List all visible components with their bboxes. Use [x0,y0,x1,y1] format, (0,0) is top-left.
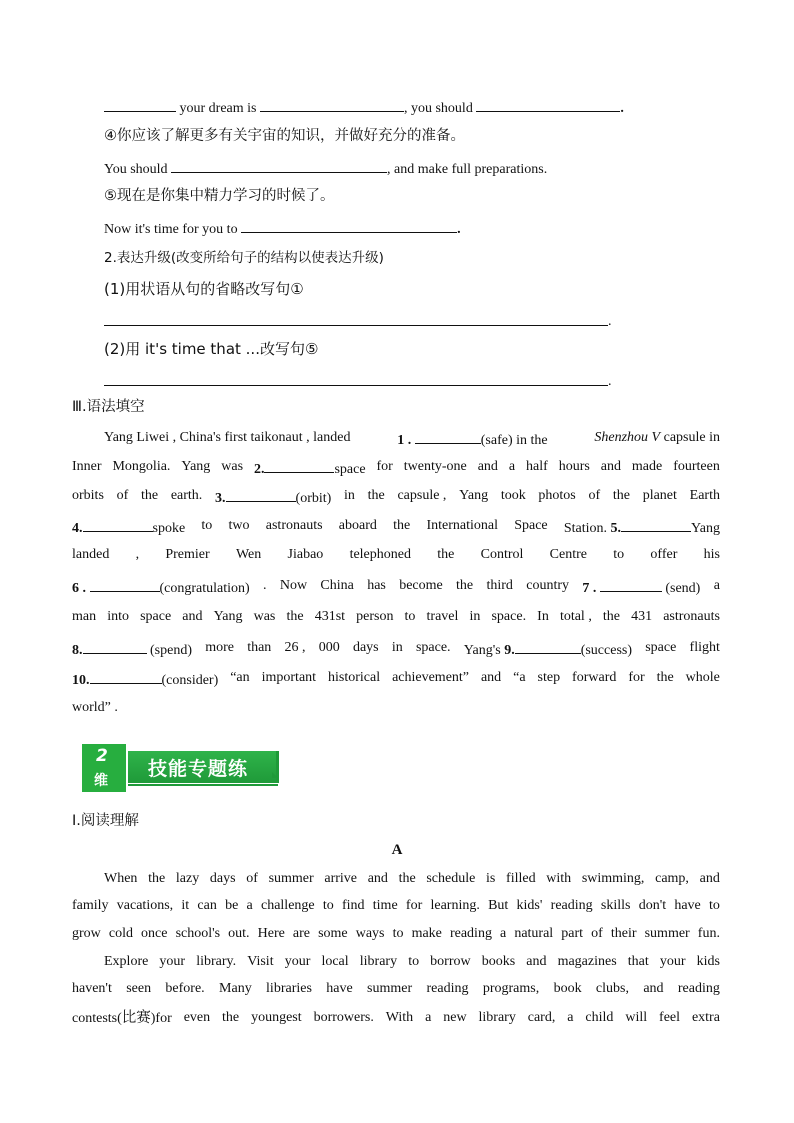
word: swimming, [581,871,645,886]
word: Yang [213,609,243,624]
word: Now [279,578,308,593]
word: 26 , [284,640,306,655]
blank-number: 1 . [397,433,412,448]
word: Yang [181,459,211,474]
word: China [320,578,354,593]
word: planet [642,488,677,503]
upgrade-item-1: (1)用状语从句的省略改写句① [104,280,304,298]
word: “a [513,670,526,685]
passage-line-4 [72,953,720,971]
word: new [443,1010,467,1025]
word: are [292,926,311,941]
word: Explore [104,954,149,969]
word: forward [572,670,617,685]
word: 000 [318,640,340,655]
answer-line[interactable] [104,325,608,326]
answer-line[interactable] [104,385,608,386]
word: books [481,954,516,969]
banner-title: 技能专题练 [147,758,248,780]
dimension-badge [82,744,126,792]
word: to [613,547,625,562]
word: family [72,898,109,913]
word: grow [72,926,101,941]
word: offer [650,547,678,562]
word: Earth [689,488,720,503]
word: summer [268,871,314,886]
blank-number: 9. [504,643,515,658]
word: reading [449,926,492,941]
grammar-line-3 [72,487,720,508]
word: camp, [655,871,689,886]
answer-blank[interactable] [90,669,162,684]
word: arrive [324,871,358,886]
word: natural [514,926,554,941]
word: third [486,578,513,593]
word: to [404,609,416,624]
word: youngest [251,1010,302,1025]
word: even [183,1010,211,1025]
word: in [469,609,481,624]
word: to [201,518,213,533]
word: made [631,459,663,474]
word: Jiabao [287,547,324,562]
word: was [253,609,276,624]
word: Inner [72,459,102,474]
word: your [659,954,686,969]
passage-line-5 [72,980,720,998]
word: days [209,871,236,886]
word: kids [696,954,720,969]
word: schedule [426,871,476,886]
passage-line-3 [72,925,720,943]
ship-name: Shenzhou V [594,430,661,445]
answer-blank[interactable] [515,639,581,654]
word: space [645,640,677,655]
word: with [546,871,572,886]
word: Yang Liwei , China's first taikonaut , landed [104,430,351,445]
word: has [367,578,386,593]
blank-number: 2. [253,462,265,477]
word: spoke [152,521,186,536]
answer-blank[interactable] [226,487,296,502]
word: Yang [691,521,720,536]
reading-section-title: Ⅰ.阅读理解 [72,813,139,829]
word: total , [559,609,592,624]
word: ways [355,926,385,941]
word: the [286,609,304,624]
word: space. [491,609,527,624]
word: book [553,981,582,996]
word: and [182,609,203,624]
grammar-line-4 [72,517,720,538]
word: clubs, [595,981,629,996]
word: than [247,640,272,655]
word: space [334,462,366,477]
sentence-text: , and make full preparations. [387,162,548,177]
word: fourteen [673,459,720,474]
word: When [104,871,138,886]
answer-blank[interactable] [104,97,176,112]
word: Space [514,518,548,533]
word: your [284,954,311,969]
word: and [526,954,547,969]
word: space [140,609,172,624]
chinese-sentence-5: ⑤现在是你集中精力学习的时候了。 [104,188,335,204]
word: days [352,640,379,655]
sentence-text: your dream is [179,101,257,116]
word: in [391,640,403,655]
word: will [625,1010,648,1025]
word: some [318,926,348,941]
sentence-line-5 [104,218,461,239]
sentence-line-1 [104,97,624,118]
word: that [627,954,649,969]
word: programs, [482,981,540,996]
word: two [228,518,250,533]
word: reading [677,981,720,996]
word: become [399,578,443,593]
grammar-line-6 [72,577,720,598]
word: borrow [430,954,471,969]
word: Premier [165,547,210,562]
word: Wen [235,547,262,562]
grammar-line-10: world” . [72,700,118,715]
answer-blank[interactable] [476,97,620,112]
answer-blank[interactable] [621,517,691,532]
answer-blank[interactable] [264,458,334,473]
word: the [393,518,411,533]
word: flight [689,640,720,655]
word: photos [538,488,576,503]
blank-number: 5. [610,521,622,536]
word: is [486,871,496,886]
word: 431 [631,609,653,624]
blank-number: 3. [215,491,226,506]
word: a [713,578,720,593]
word: to [408,954,420,969]
word: astronauts [265,518,323,533]
word: the [602,609,621,624]
word: have [326,981,353,996]
word: person [356,609,394,624]
word: learning. [430,898,480,913]
word: landed [72,547,110,562]
word: in [344,488,355,503]
word: International [426,518,498,533]
word: Yang [459,488,489,503]
word: more [205,640,234,655]
answer-blank[interactable] [600,577,662,592]
sentence-line-4 [104,158,547,179]
word: (send) [665,581,701,596]
answer-blank[interactable] [83,517,153,532]
word: library [478,1010,516,1025]
sentence-period: . [457,222,461,237]
word: the [398,871,416,886]
word: 431st [314,609,346,624]
word: a [508,459,516,474]
word: a [567,1010,574,1025]
word: the [456,578,474,593]
word: don't [638,898,667,913]
word: lazy [175,871,200,886]
grammar-line-1 [72,429,720,450]
word: and [477,459,498,474]
word: orbits [72,488,104,503]
word: the [148,871,166,886]
word: step [537,670,561,685]
word: the [612,488,630,503]
word: earth. [170,488,203,503]
word: achievement” [392,670,470,685]
word: skills [600,898,631,913]
word: vacations, [116,898,174,913]
word: and [600,459,621,474]
word: and [699,871,720,886]
word: important [261,670,317,685]
word: a [500,926,507,941]
word: to [709,898,720,913]
word: find [341,898,365,913]
word: borrowers. [313,1010,374,1025]
word: have [674,898,701,913]
word: took [500,488,526,503]
word: travel [426,609,459,624]
answer-line-period: . [608,314,612,329]
word: 比赛 [121,1010,151,1026]
word: country [526,578,570,593]
word: space. [415,640,451,655]
word: before. [165,981,205,996]
word: Yang's [463,643,501,658]
word: can [197,898,217,913]
word: library. [196,954,237,969]
word: the [367,488,385,503]
banner-underline [128,784,278,786]
word: Control [480,547,524,562]
word: of [588,488,601,503]
word: man [72,609,97,624]
word: to [392,926,404,941]
word: , [135,547,140,562]
word: a [246,898,253,913]
word: Station. [563,521,608,536]
badge-label: 维 [94,773,108,789]
word: capsule in [663,430,720,445]
upgrade-item-2: (2)用 it's time that ...改写句⑤ [104,340,319,358]
passage-label: A [391,842,403,858]
word: the [222,1010,240,1025]
word: fun. [697,926,720,941]
word: (consider) [161,673,219,688]
word: to [322,898,334,913]
word: summer [644,926,690,941]
word: the [437,547,455,562]
word: libraries [266,981,312,996]
word: and [480,670,502,685]
answer-blank[interactable] [241,218,457,233]
word: “an [230,670,250,685]
banner-corner-decoration [272,772,278,778]
word: of [116,488,129,503]
word: the [141,488,159,503]
sentence-text: , you should [403,101,473,116]
word: of [591,926,603,941]
word: historical [328,670,381,685]
word: cold [108,926,133,941]
answer-blank[interactable] [90,577,160,592]
word: into [107,609,129,624]
word: . [263,578,267,593]
word: Here [257,926,285,941]
word: reading [426,981,469,996]
passage-line-2 [72,897,720,915]
word: part [561,926,584,941]
word: and [643,981,664,996]
word: (success) [580,643,632,658]
grammar-line-7 [72,608,720,626]
word: card, [527,1010,556,1025]
word: reading [550,898,593,913]
word: Many [219,981,252,996]
word: child [585,1010,614,1025]
word: extra [691,1010,720,1025]
grammar-line-5 [72,546,720,564]
word: make [411,926,442,941]
word: seen [126,981,152,996]
word: his [703,547,720,562]
upgrade-title: 2.表达升级(改变所给句子的结构以使表达升级) [104,250,384,266]
word: and [367,871,388,886]
word: Mongolia. [112,459,171,474]
grammar-line-2 [72,458,720,479]
word: whole [685,670,720,685]
word: Centre [549,547,587,562]
banner-bar [128,751,279,783]
word: (congratulation) [159,581,250,596]
blank-number: 10. [72,673,90,688]
sentence-text: You should [104,162,168,177]
passage-line-1 [72,870,720,888]
grammar-section-title: Ⅲ.语法填空 [72,399,145,415]
badge-number: 2 [96,746,108,766]
word: In [537,609,549,624]
word: local [321,954,349,969]
answer-blank[interactable] [260,97,404,112]
word: Visit [247,954,274,969]
word: be [225,898,239,913]
word: haven't [72,981,112,996]
word: twenty-one [403,459,467,474]
passage-line-6 [72,1009,720,1028]
word: magazines [557,954,617,969]
answer-blank[interactable] [415,429,481,444]
word: your [159,954,186,969]
sentence-period: . [620,101,624,116]
grammar-line-8 [72,639,720,660]
blank-number: 4. [72,521,83,536]
word: astronauts [663,609,720,624]
word: of [246,871,258,886]
word: With [385,1010,414,1025]
word: a [425,1010,432,1025]
blank-number: 8. [72,643,83,658]
answer-blank[interactable] [83,639,147,654]
word: their [610,926,637,941]
word: the [656,670,674,685]
word: contests( [72,1011,122,1026]
word: library [359,954,398,969]
word: capsule , [397,488,447,503]
grammar-line-9 [72,669,720,690]
word: it [181,898,190,913]
word: challenge [260,898,315,913]
word: hours [558,459,590,474]
word: telephoned [349,547,411,562]
word: (orbit) [295,491,332,506]
word: (safe) in the [480,433,548,448]
word: half [526,459,548,474]
word: kids' [516,898,543,913]
word: for [376,459,393,474]
word: was [221,459,244,474]
word: once [141,926,168,941]
word: for [628,670,645,685]
word: summer [367,981,413,996]
skills-heading-banner [82,744,278,792]
word: )for [150,1011,172,1026]
word: feel [659,1010,681,1025]
sentence-text: Now it's time for you to [104,222,238,237]
answer-line-period: . [608,374,612,389]
word: out. [228,926,250,941]
word: But [488,898,509,913]
word: filled [506,871,536,886]
word: school's [175,926,221,941]
word: aboard [338,518,377,533]
word: time [372,898,398,913]
answer-blank[interactable] [171,158,387,173]
chinese-sentence-4: ④你应该了解更多有关宇宙的知识，并做好充分的准备。 [104,128,465,144]
blank-number: 6 . [72,581,86,596]
blank-number: 7 . [582,581,597,596]
word: for [405,898,423,913]
word: (spend) [150,643,192,658]
